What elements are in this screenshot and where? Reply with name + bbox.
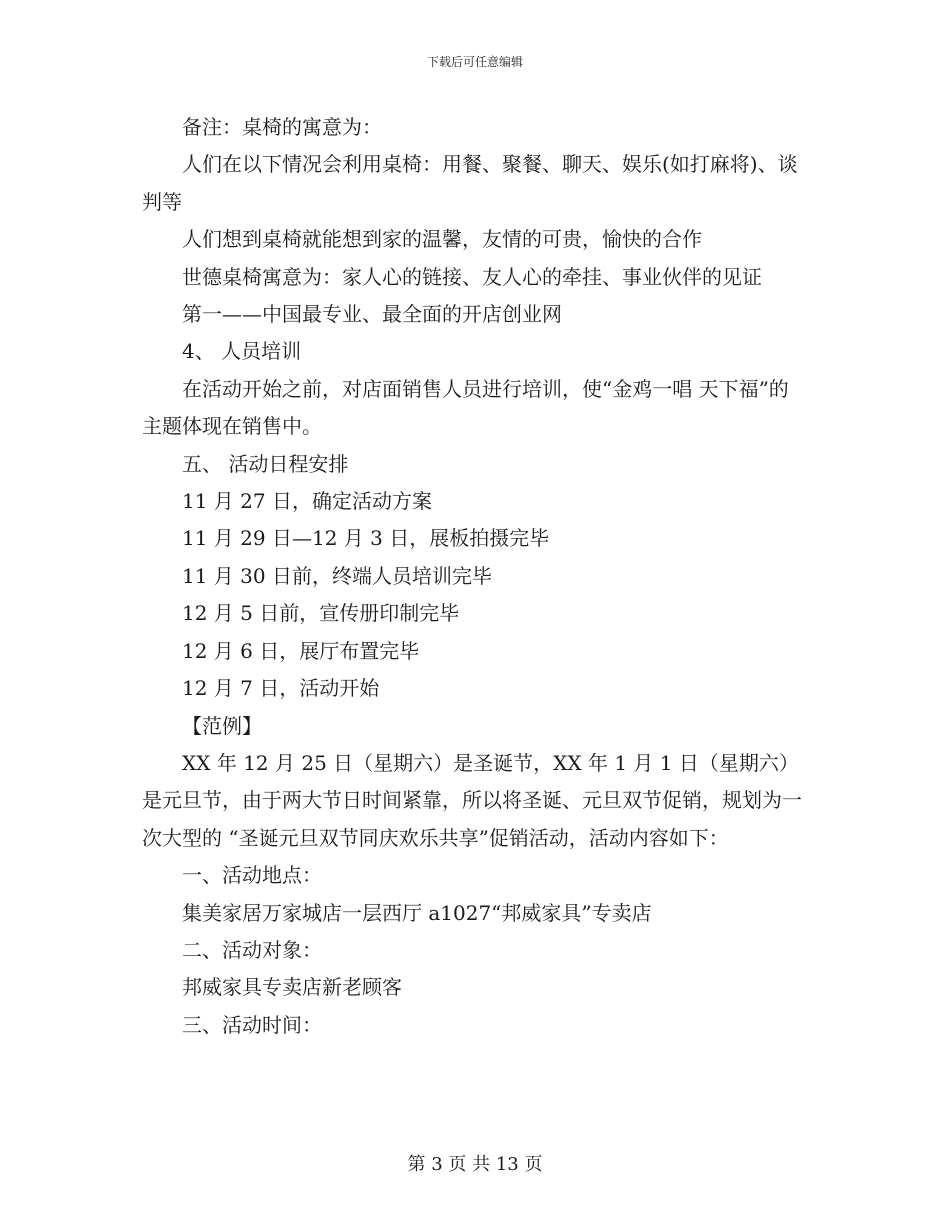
paragraph-meaning: 世德桌椅寓意为：家人心的链接、友人心的牵挂、事业伙伴的见证 xyxy=(182,264,762,289)
paragraph-location: 集美家居万家城店一层西厅 a1027“邦威家具”专卖店 xyxy=(182,900,652,925)
schedule-item: 11 月 27 日，确定活动方案 xyxy=(182,489,432,514)
section-schedule: 五、 活动日程安排 xyxy=(182,451,349,476)
section-staff-training: 4、 人员培训 xyxy=(182,339,302,364)
schedule-item: 12 月 7 日，活动开始 xyxy=(182,676,380,701)
schedule-item: 12 月 5 日前，宣传册印制完毕 xyxy=(182,601,460,626)
paragraph-usage: 人们在以下情况会利用桌椅：用餐、聚餐、聊天、娱乐(如打麻将)、谈判等 xyxy=(142,152,798,214)
paragraph-note-title: 备注：桌椅的寓意为： xyxy=(182,115,382,139)
paragraph-example-intro: XX 年 12 月 25 日（星期六）是圣诞节，XX 年 1 月 1 日（星期六）是元旦节，由于两大节日时间紧靠，所以将圣诞、元旦双节促销，规划为一次大型的 “圣诞元旦双节同庆欢乐共享”促销活动，活动内容如下： xyxy=(142,750,802,850)
page-header: 下载后可任意编辑 xyxy=(426,55,523,69)
schedule-item: 11 月 29 日—12 月 3 日，展板拍摄完毕 xyxy=(182,526,550,551)
section-time: 三、活动时间： xyxy=(182,1012,322,1037)
paragraph-source: 第一——中国最专业、最全面的开店创业网 xyxy=(182,302,562,327)
section-audience: 二、活动对象： xyxy=(182,937,322,962)
section-location: 一、活动地点： xyxy=(182,863,322,888)
paragraph-audience: 邦威家具专卖店新老顾客 xyxy=(182,975,402,1000)
section-example: 【范例】 xyxy=(182,713,262,738)
schedule-item: 11 月 30 日前，终端人员培训完毕 xyxy=(182,563,492,588)
document-body xyxy=(142,109,808,1044)
schedule-item: 12 月 6 日，展厅布置完毕 xyxy=(182,638,420,663)
paragraph-association: 人们想到桌椅就能想到家的温馨，友情的可贵，愉快的合作 xyxy=(182,227,702,252)
paragraph-training: 在活动开始之前，对店面销售人员进行培训，使“金鸡一唱 天下福”的主题体现在销售中。 xyxy=(142,376,789,439)
page-footer: 第 3 页 共 13 页 xyxy=(407,1154,543,1175)
